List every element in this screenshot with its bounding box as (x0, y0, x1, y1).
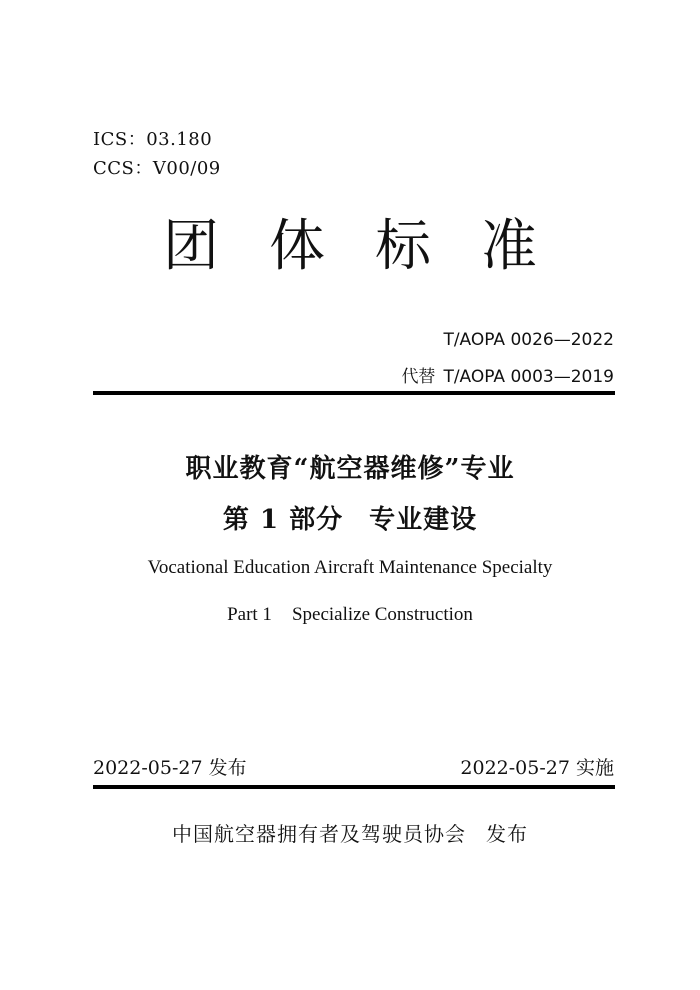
english-part-number: Part 1 (227, 604, 272, 625)
ccs-code: CCS：V00/09 (93, 158, 221, 179)
english-subtitle (0, 603, 700, 627)
ics-code: ICS：03.180 (93, 129, 213, 150)
title-char-1: 团 (163, 214, 219, 279)
publisher-line (0, 821, 700, 847)
replaced-standard-number: T/AOPA 0003—2019 (443, 367, 614, 387)
replaces-line (401, 366, 614, 388)
chinese-part-number: 第 1 部分 (222, 505, 344, 535)
title-char-2: 体 (269, 214, 325, 279)
issue-date: 2022-05-27 发布 (93, 757, 247, 779)
chinese-subtitle (0, 502, 700, 538)
standard-number: T/AOPA 0026—2022 (443, 330, 614, 350)
chinese-title: 职业教育“航空器维修”专业 (185, 454, 515, 484)
implementation-date: 2022-05-27 实施 (460, 757, 614, 779)
title-char-3: 标 (375, 214, 431, 279)
english-part-name: Specialize Construction (291, 604, 473, 625)
bottom-divider (93, 785, 615, 789)
standard-type-title (0, 212, 700, 282)
title-char-4: 准 (481, 214, 537, 279)
publisher-action: 发布 (486, 822, 528, 846)
chinese-part-name: 专业建设 (369, 505, 478, 535)
replaces-label: 代替 (401, 367, 436, 387)
top-divider (93, 391, 615, 395)
publisher-name: 中国航空器拥有者及驾驶员协会 (172, 822, 466, 846)
english-title: Vocational Education Aircraft Maintenance Specialty (147, 557, 553, 578)
